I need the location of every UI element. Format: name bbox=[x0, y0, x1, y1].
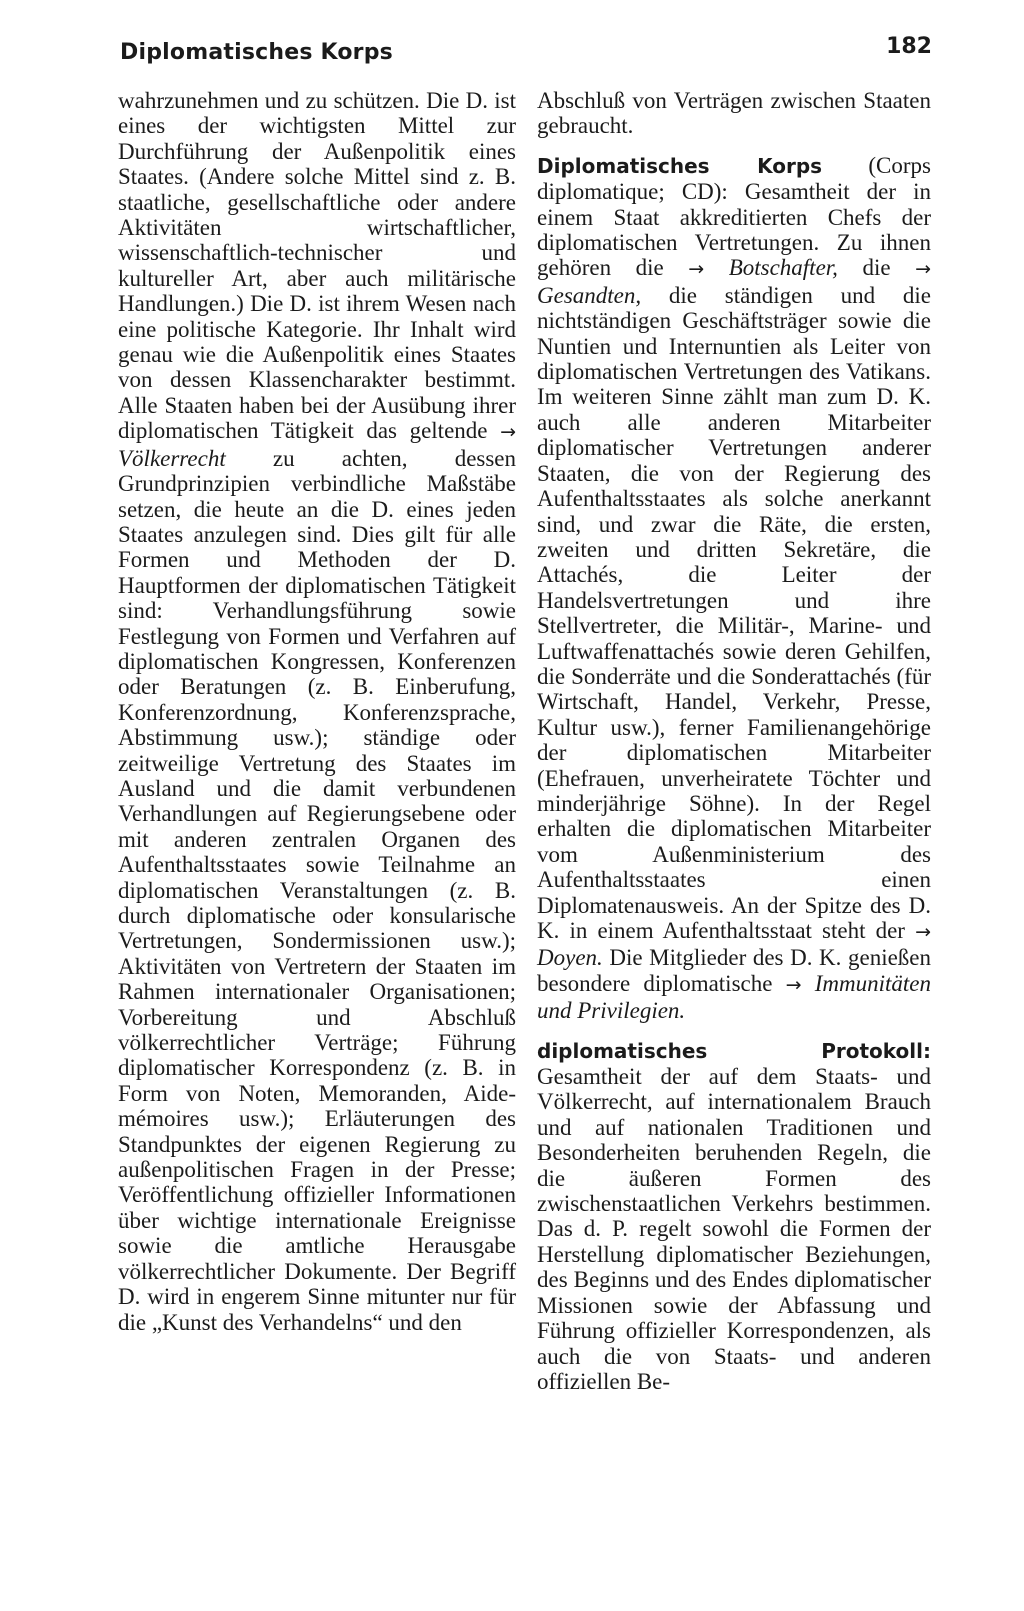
body-text: Abschluß von Verträgen zwischen Staaten gebraucht. bbox=[537, 88, 931, 139]
cross-reference-arrow-icon: → bbox=[785, 973, 802, 996]
body-text: wahrzunehmen und zu schützen. Die D. ist eines der wichtigsten Mittel zur Durchführung der Außenpolitik eines Staates. (Andere solche Mittel sind z. B. staatliche, gesellschaftliche oder andere Aktivitäten wirtschaftlicher, wissenschaftlich-technischer und kultureller Art, aber auch militärische Handlungen.) Die D. ist ihrem Wesen nach eine politische Kategorie. Ihr Inhalt wird genau wie die Außenpolitik eines Staates von dessen Klassencharakter bestimmt. Alle Staaten haben bei der Ausübung ihrer diplomatischen Tätigkeit das geltende bbox=[118, 88, 516, 444]
page-number: 182 bbox=[886, 34, 932, 59]
body-text: Die Mitglieder des D. K. genießen besondere diplomatische bbox=[537, 945, 931, 996]
cross-reference-immunitaeten: Immunitäten und Privilegien. bbox=[537, 970, 932, 1024]
page-header bbox=[120, 34, 932, 74]
entry-diplomatisches-korps bbox=[537, 153, 931, 1024]
cross-reference-gesandten: Gesandten, bbox=[537, 282, 642, 308]
left-column bbox=[118, 88, 516, 1335]
cross-reference-voelkerrecht: Völkerrecht bbox=[118, 445, 226, 471]
cross-reference-arrow-icon: → bbox=[915, 258, 932, 281]
entry-diplomatisches-protokoll bbox=[537, 1038, 931, 1395]
body-text: Gesamtheit der auf dem Staats- und Völkerrecht, auf internationalem Brauch und auf nationalen Traditionen und Besonderheiten beruhenden Regeln, die die äußeren Formen des zwischenstaatlichen Verkehrs bestimmen. Das d. P. regelt sowohl die Formen der Herstellung diplomatischer Beziehungen, des Beginns und des Endes diplomatischer Missionen sowie der Abfassung und Führung offizieller Korrespondenzen, als auch die von Staats- und anderen offiziellen Be- bbox=[537, 1064, 931, 1394]
entry-term: Diplomatisches Korps bbox=[537, 153, 823, 178]
body-text: die ständigen und die nichtständigen Geschäftsträger sowie die Nuntien und Internuntien als Leiter von diplomatischen Vertretungen des Vatikans. Im weiteren Sinne zählt man zum D. K. auch alle anderen Mitarbeiter diplomatischer Vertretungen anderer Staaten, die von der Regierung des Aufenthaltsstaates als solche anerkannt sind, und zwar die Räte, die ersten, zweiten und dritten Sekretäre, die Attachés, die Leiter der Handelsvertretungen und ihre Stellvertreter, die Militär-, Marine- und Luftwaffenattachés sowie deren Gehilfen, die Sonderräte und die Sonderattachés (für Wirtschaft, Handel, Verkehr, Presse, Kultur usw.), ferner Familienangehörige der diplomatischen Mitarbeiter (Ehefrauen, unverheiratete Töchter und minderjährige Söhne). In der Regel erhalten die diplomatischen Mitarbeiter vom Außenministerium des Aufenthaltsstaates einen Diplomatenausweis. An der Spitze des D. K. in einem Aufenthaltsstaat steht der bbox=[537, 282, 931, 943]
cross-reference-arrow-icon: → bbox=[500, 421, 516, 444]
entry-diplomatie-continuation bbox=[118, 88, 516, 1335]
body-text: zu achten, dessen Grundprinzipien verbindliche Maßstäbe setzen, die heute an die D. eines jeden Staates anzulegen sind. Dies gilt für alle Formen und Methoden der D. Hauptformen der diplomatischen Tätigkeit sind: Verhandlungsführung sowie Festlegung von Formen und Verfahren auf diplomatischen Kongressen, Konferenzen oder Beratungen (z. B. Einberufung, Konferenzordnung, Konferenzsprache, Abstimmung usw.); ständige oder zeitweilige Vertretung des Staates im Ausland und die damit verbundenen Verhandlungen auf Regierungsebene oder mit anderen zentralen Organen des Aufenthaltsstaates sowie Teilnahme an diplomatischen Veranstaltungen (z. B. durch diplomatische oder konsularische Vertretungen, Sondermissionen usw.); Aktivitäten von Vertretern der Staaten im Rahmen internationaler Organisationen; Vorbereitung und Abschluß völkerrechtlicher Verträge; Führung diplomatischer Korrespondenz (z. B. in Form von Noten, Memoranden, Aide-mémoires usw.); Erläuterungen des Standpunktes der eigenen Regierung zu außenpolitischen Fragen in der Presse; Veröffentlichung offizieller Informationen über wichtige internationale Ereignisse sowie die amtliche Herausgabe völkerrechtlicher Dokumente. Der Begriff D. wird in engerem Sinne mitunter nur für die „Kunst des Verhandelns“ und den bbox=[118, 445, 517, 1335]
body-text: die bbox=[862, 255, 891, 281]
right-column bbox=[537, 88, 931, 1394]
entry-term: diplomatisches Protokoll: bbox=[537, 1038, 931, 1063]
cross-reference-arrow-icon: → bbox=[688, 258, 705, 281]
running-head: Diplomatisches Korps bbox=[120, 40, 393, 65]
cross-reference-doyen: Doyen. bbox=[537, 945, 603, 971]
entry-diplomatie-end bbox=[537, 88, 931, 139]
cross-reference-arrow-icon: → bbox=[915, 921, 931, 943]
cross-reference-botschafter: Botschafter, bbox=[728, 255, 838, 281]
body-text: (Corps diplomatique; CD): Gesamtheit der in einem Staat akkreditierten Chefs der diplomatischen Vertretungen. Zu ihnen gehören die bbox=[537, 152, 931, 281]
